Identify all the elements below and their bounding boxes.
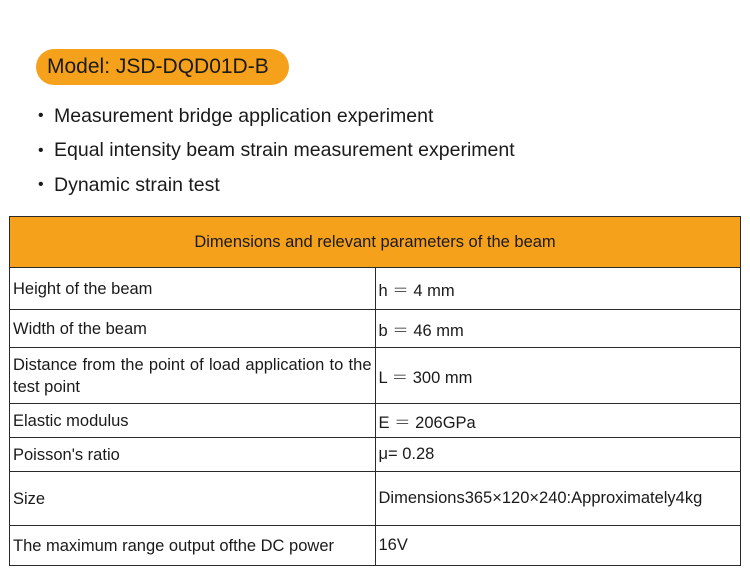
table-header-row: [10, 217, 741, 268]
feature-text: Dynamic strain test: [54, 173, 220, 196]
bullet-icon: •: [38, 107, 44, 125]
row-value: b ＝ 46 mm: [375, 310, 741, 348]
row-label: Poisson's ratio: [10, 438, 376, 472]
table-row: [10, 438, 741, 472]
table-row: [10, 526, 741, 566]
row-value: E ＝ 206GPa: [375, 404, 741, 438]
bullet-icon: •: [38, 176, 44, 194]
model-label: Model: JSD-DQD01D-B: [47, 55, 269, 78]
row-value: 16V: [375, 526, 741, 566]
row-label: The maximum range output ofthe DC power: [10, 526, 376, 566]
row-label: Width of the beam: [10, 310, 376, 348]
row-label: Size: [10, 472, 376, 526]
table-row: [10, 472, 741, 526]
table-row: [10, 348, 741, 404]
beam-parameters-table: [9, 216, 741, 566]
list-item: [38, 99, 515, 134]
feature-text: Equal intensity beam strain measurement experiment: [54, 139, 515, 162]
row-value: L ＝ 300 mm: [375, 348, 741, 404]
table-header: Dimensions and relevant parameters of the beam: [10, 217, 741, 268]
table-row: [10, 404, 741, 438]
table-row: [10, 310, 741, 348]
row-label: Elastic modulus: [10, 404, 376, 438]
bullet-icon: •: [38, 141, 44, 159]
list-item: [38, 168, 515, 203]
feature-text: Measurement bridge application experiment: [54, 104, 434, 127]
row-value: Dimensions365×120×240:Approximately4kg: [375, 472, 741, 526]
table-row: [10, 268, 741, 310]
list-item: [38, 134, 515, 169]
row-label: Distance from the point of load application to the test point: [10, 348, 376, 404]
row-value: μ= 0.28: [375, 438, 741, 472]
feature-list: [38, 99, 515, 203]
model-badge: [36, 49, 289, 85]
row-label: Height of the beam: [10, 268, 376, 310]
row-value: h ＝ 4 mm: [375, 268, 741, 310]
